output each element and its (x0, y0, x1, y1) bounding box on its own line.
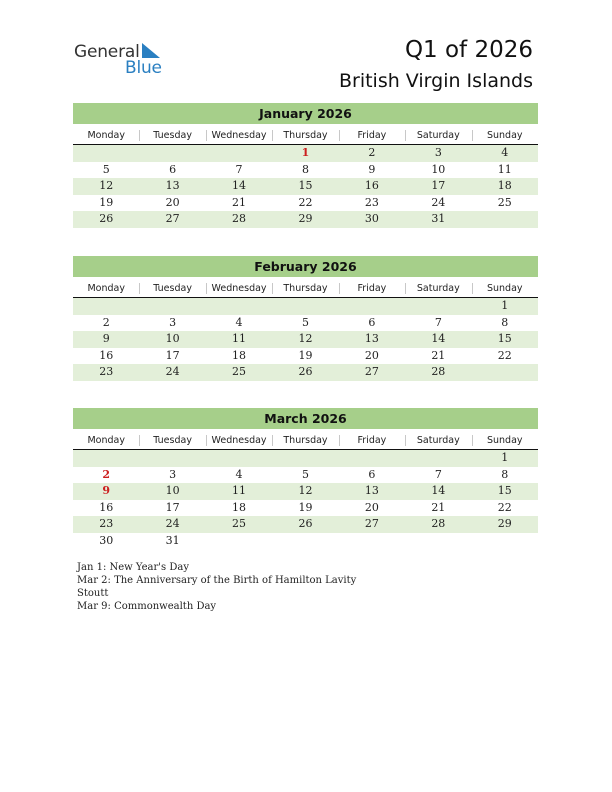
date-cell: 6 (169, 162, 177, 176)
date-cell: 16 (99, 348, 114, 362)
date-cell: 29 (497, 517, 512, 530)
week-row (73, 331, 538, 348)
weekday-label: Tuesday (139, 432, 205, 449)
week-row (73, 178, 538, 195)
date-cell: 31 (431, 212, 446, 225)
weekday-label: Wednesday (206, 280, 272, 297)
week-row (73, 483, 538, 500)
date-cell: 24 (431, 195, 446, 209)
page-title: Q1 of 2026 (404, 37, 533, 63)
generalblue-logo[interactable] (74, 42, 174, 78)
date-cell: 16 (99, 500, 114, 514)
week-row (73, 162, 538, 179)
week-row (73, 315, 538, 332)
week-row (73, 298, 538, 315)
date-cell: 3 (169, 467, 177, 481)
weekday-header-row (73, 280, 538, 298)
date-cell: 25 (497, 195, 512, 209)
date-cell: 21 (431, 500, 446, 514)
date-cell: 18 (497, 179, 512, 192)
date-cell: 6 (368, 467, 376, 481)
date-cell: 26 (99, 212, 114, 225)
date-cell (206, 450, 272, 467)
date-cell: 23 (99, 517, 114, 530)
date-cell: 2 (368, 146, 376, 159)
date-cell (405, 533, 471, 550)
date-cell (405, 298, 471, 315)
date-cell: 12 (99, 179, 114, 192)
date-cell: 17 (165, 500, 180, 514)
date-cell: 22 (497, 348, 512, 362)
date-cell: 1 (501, 299, 509, 312)
weekday-header-row (73, 432, 538, 450)
date-cell: 24 (165, 365, 180, 378)
date-cell (405, 450, 471, 467)
weekday-label: Friday (339, 432, 405, 449)
date-cell: 24 (165, 517, 180, 530)
month-calendar (73, 256, 538, 381)
weekday-label: Saturday (405, 280, 471, 297)
date-cell: 14 (232, 179, 247, 192)
date-cell (206, 533, 272, 550)
date-cell: 26 (298, 517, 313, 530)
date-cell (139, 145, 205, 162)
date-cell: 28 (232, 212, 247, 225)
weekday-label: Saturday (405, 432, 471, 449)
date-cell (272, 450, 338, 467)
date-cell: 28 (431, 365, 446, 378)
holiday-date-cell: 2 (102, 467, 111, 481)
date-cell: 30 (364, 212, 379, 225)
date-cell: 5 (301, 315, 309, 329)
region-subtitle: British Virgin Islands (338, 70, 533, 92)
date-cell: 9 (102, 332, 110, 345)
date-cell: 27 (165, 212, 180, 225)
week-row (73, 211, 538, 228)
date-cell: 23 (99, 365, 114, 378)
date-cell: 14 (431, 332, 446, 345)
date-cell: 27 (364, 365, 379, 378)
week-row (73, 500, 538, 517)
month-title: February 2026 (73, 256, 538, 277)
holiday-note: Mar 9: Commonwealth Day (77, 601, 217, 612)
date-cell: 25 (232, 517, 247, 530)
weekday-label: Wednesday (206, 127, 272, 144)
month-title: March 2026 (73, 408, 538, 429)
date-cell: 8 (501, 315, 509, 329)
date-cell (73, 145, 139, 162)
holiday-date-cell: 9 (102, 484, 111, 497)
date-cell: 4 (501, 146, 509, 159)
date-cell: 16 (364, 179, 379, 192)
holiday-note: Jan 1: New Year's Day (77, 562, 189, 573)
date-cell (206, 145, 272, 162)
date-cell: 17 (431, 179, 446, 192)
date-cell: 17 (165, 348, 180, 362)
date-cell (472, 211, 538, 228)
date-cell: 3 (169, 315, 177, 329)
date-cell (139, 450, 205, 467)
date-cell: 30 (99, 533, 114, 547)
month-calendar (73, 408, 538, 549)
date-cell: 8 (501, 467, 509, 481)
date-cell: 19 (298, 500, 313, 514)
date-cell: 23 (364, 195, 379, 209)
date-cell: 20 (364, 348, 379, 362)
logo-flag-icon (140, 43, 162, 59)
date-cell: 21 (232, 195, 247, 209)
date-cell: 15 (497, 484, 512, 497)
date-cell: 13 (165, 179, 180, 192)
date-cell: 22 (497, 500, 512, 514)
week-row (73, 195, 538, 212)
month-calendar (73, 103, 538, 228)
date-cell: 15 (497, 332, 512, 345)
date-cell: 10 (165, 332, 180, 345)
weekday-label: Sunday (472, 432, 538, 449)
date-cell: 19 (99, 195, 114, 209)
date-cell: 7 (235, 162, 243, 176)
date-cell: 11 (232, 332, 247, 345)
date-cell: 7 (434, 315, 442, 329)
weekday-label: Thursday (272, 127, 338, 144)
holiday-notes (77, 561, 367, 613)
week-row (73, 364, 538, 381)
date-cell: 22 (298, 195, 313, 209)
date-cell: 21 (431, 348, 446, 362)
date-cell: 3 (434, 146, 442, 159)
date-cell: 20 (165, 195, 180, 209)
date-cell: 12 (298, 484, 313, 497)
holiday-note: Mar 2: The Anniversary of the Birth of Hamilton Lavity Stoutt (77, 575, 357, 599)
date-cell (206, 298, 272, 315)
weekday-label: Saturday (405, 127, 471, 144)
date-cell: 13 (364, 484, 379, 497)
date-cell (139, 298, 205, 315)
date-cell (472, 364, 538, 381)
date-cell: 4 (235, 315, 243, 329)
date-cell (339, 298, 405, 315)
date-cell: 7 (434, 467, 442, 481)
date-cell: 12 (298, 332, 313, 345)
weekday-label: Wednesday (206, 432, 272, 449)
date-cell: 4 (235, 467, 243, 481)
weekday-label: Sunday (472, 127, 538, 144)
date-cell: 10 (165, 484, 180, 497)
week-row (73, 450, 538, 467)
date-cell (339, 450, 405, 467)
date-cell (272, 533, 338, 550)
weekday-label: Monday (87, 435, 125, 446)
weekday-label: Monday (87, 130, 125, 141)
date-cell: 8 (301, 162, 309, 176)
weekday-label: Tuesday (139, 280, 205, 297)
date-cell (272, 298, 338, 315)
weekday-label: Friday (339, 280, 405, 297)
date-cell: 10 (431, 162, 446, 176)
weekday-label: Monday (87, 283, 125, 294)
holiday-date-cell: 1 (301, 146, 310, 159)
date-cell: 18 (232, 348, 247, 362)
date-cell: 29 (298, 212, 313, 225)
date-cell: 6 (368, 315, 376, 329)
week-row (73, 348, 538, 365)
date-cell (472, 533, 538, 550)
date-cell: 11 (497, 162, 512, 176)
date-cell: 5 (102, 162, 110, 176)
date-cell: 27 (364, 517, 379, 530)
date-cell: 9 (368, 162, 376, 176)
logo-general-text: General (74, 42, 140, 62)
date-cell: 25 (232, 365, 247, 378)
weekday-label: Tuesday (139, 127, 205, 144)
date-cell (73, 298, 139, 315)
weekday-label: Friday (339, 127, 405, 144)
weekday-label: Sunday (472, 280, 538, 297)
week-row (73, 145, 538, 162)
weekday-label: Thursday (272, 280, 338, 297)
weekday-label: Thursday (272, 432, 338, 449)
date-cell: 13 (364, 332, 379, 345)
week-row (73, 533, 538, 550)
week-row (73, 467, 538, 484)
logo-blue-text: Blue (125, 58, 162, 78)
date-cell (73, 450, 139, 467)
date-cell: 2 (102, 315, 110, 329)
date-cell: 26 (298, 365, 313, 378)
date-cell: 28 (431, 517, 446, 530)
date-cell: 20 (364, 500, 379, 514)
date-cell: 18 (232, 500, 247, 514)
month-title: January 2026 (73, 103, 538, 124)
date-cell: 11 (232, 484, 247, 497)
weekday-header-row (73, 127, 538, 145)
date-cell: 19 (298, 348, 313, 362)
date-cell: 5 (301, 467, 309, 481)
date-cell: 1 (501, 451, 509, 464)
week-row (73, 516, 538, 533)
date-cell (339, 533, 405, 550)
date-cell: 14 (431, 484, 446, 497)
date-cell: 31 (165, 533, 180, 547)
date-cell: 15 (298, 179, 313, 192)
